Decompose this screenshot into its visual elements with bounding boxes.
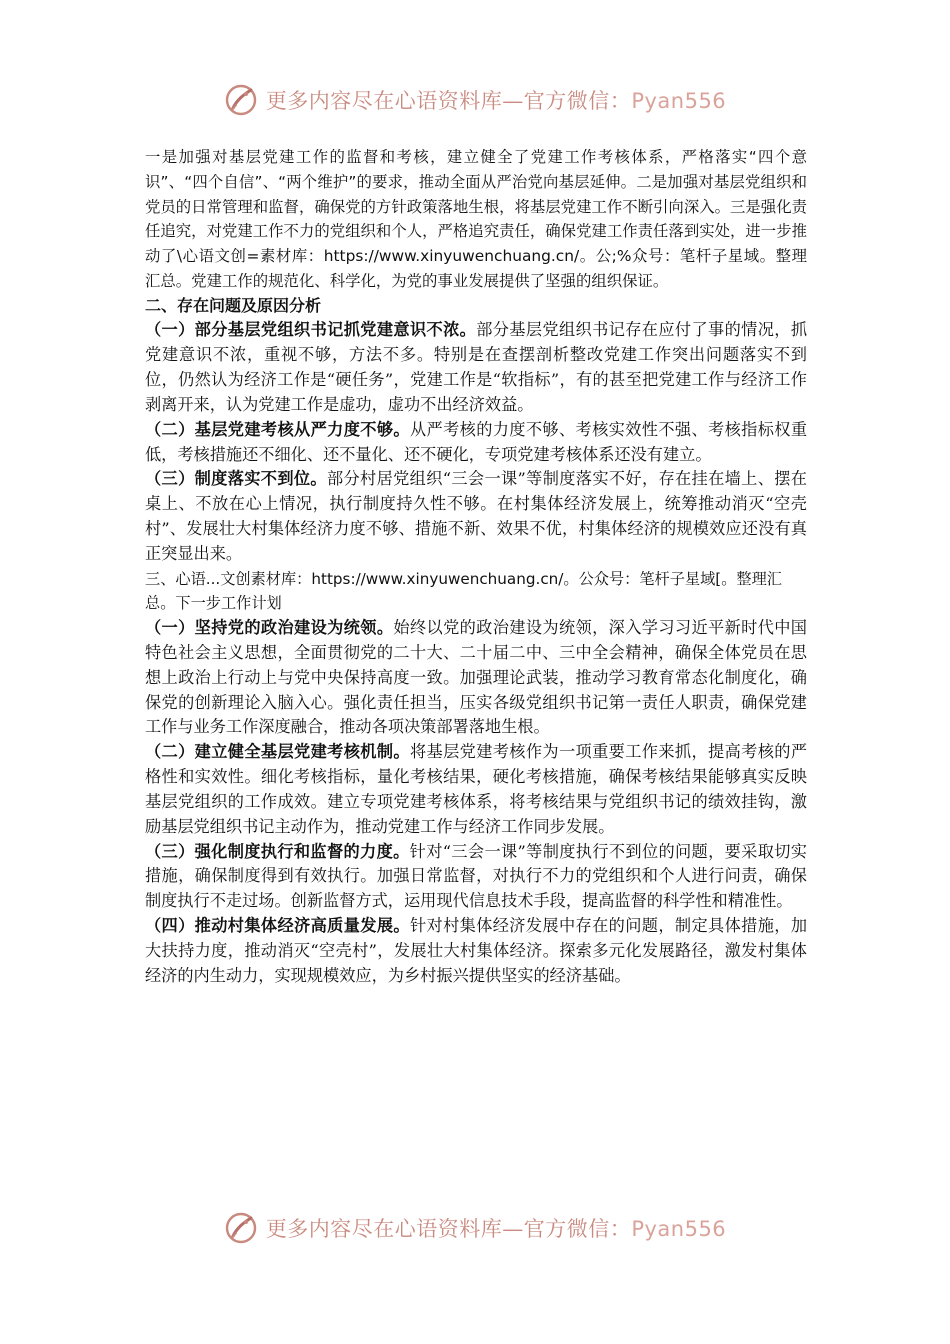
brush-logo-icon xyxy=(224,83,258,117)
problem-item-1: （一）部分基层党组织书记抓党建意识不浓。部分基层党组织书记存在应付了事的情况，抓党建意识不浓，重视不够，方法不多。特别是在查摆剖析整改党建工作突出问题落实不到位，仍然认为经济工作是“硬任务”，党建工作是“软指标”，有的甚至把党建工作与经济工作剥离开来，认为党建工作是虚功，虚功不出经济效益。 xyxy=(145,320,808,414)
watermark-text: 更多内容尽在心语资料库—官方微信：Pyan556 xyxy=(265,1217,727,1241)
watermark-header xyxy=(0,80,950,120)
plan-item-4: （四）推动村集体经济高质量发展。针对村集体经济发展中存在的问题，制定具体措施，加大扶持力度，推动消灭“空壳村”，发展壮大村集体经济。探索多元化发展路径，激发村集体经济的内生动力，实现规模效应，为乡村振兴提供坚实的经济基础。 xyxy=(145,916,808,985)
watermark-footer xyxy=(0,1208,950,1248)
problem-item-2: （二）基层党建考核从严力度不够。从严考核的力度不够、考核实效性不强、考核指标权重低，考核措施还不细化、还不量化、还不硬化，专项党建考核体系还没有建立。 xyxy=(145,419,808,464)
plan-item-2: （二）建立健全基层党建考核机制。将基层党建考核作为一项重要工作来抓，提高考核的严格性和实效性。细化考核指标，量化考核结果，硬化考核措施，确保考核结果能够真实反映基层党组织的工作成效。建立专项党建考核体系，将考核结果与党组织书记的绩效挂钩，激励基层党组织书记主动作为，推动党建工作与经济工作同步发展。 xyxy=(145,742,808,836)
plan-item-1: （一）坚持党的政治建设为统领。始终以党的政治建设为统领，深入学习习近平新时代中国特色社会主义思想，全面贯彻党的二十大、二十届二中、三中全会精神，确保全体党员在思想上政治上行动上与党中央保持高度一致。加强理论武装，推动学习教育常态化制度化，确保党的创新理论入脑入心。强化责任担当，压实各级党组织书记第一责任人职责，确保党建工作与业务工作深度融合，推动各项决策部署落地生根。 xyxy=(145,618,807,737)
plan-item-3: （三）强化制度执行和监督的力度。针对“三会一课”等制度执行不到位的问题，要采取切实措施，确保制度得到有效执行。加强日常监督，对执行不力的党组织和个人进行问责，确保制度执行不走过场。创新监督方式，运用现代信息技术手段，提高监督的科学性和精准性。 xyxy=(145,841,807,911)
document-body xyxy=(145,145,807,989)
problem-item-3: （三）制度落实不到位。部分村居党组织“三会一课”等制度落实不好，存在挂在墙上、摆在桌上、不放在心上情况，执行制度持久性不够。在村集体经济发展上，统筹推动消灭“空壳村”、发展壮大村集体经济力度不够、措施不新、效果不优，村集体经济的规模效应还没有真正突显出来。 xyxy=(145,469,807,563)
section-heading-plan: 三、心语...文创素材库：https://www.xinyuwenchuang.cn/。公众号：笔杆子星域[。整理汇总。下一步工作计划 xyxy=(145,569,782,613)
brush-logo-icon xyxy=(224,1211,258,1245)
intro-paragraph: 一是加强对基层党建工作的监督和考核，建立健全了党建工作考核体系，严格落实“四个意识”、“四个自信”、“两个维护”的要求，推动全面从严治党向基层延伸。二是加强对基层党组织和党员的日常管理和监督，确保党的方针政策落地生根，将基层党建工作不断引向深入。三是强化责任追究，对党建工作不力的党组织和个人，严格追究责任，确保党建工作责任落到实处，进一步推动了\心语文创=素材库：https://www.xinyuwenchuang.cn/。公;%众号：笔杆子星域。整理汇总。党建工作的规范化、科学化，为党的事业发展提供了坚强的组织保证。 xyxy=(145,148,807,290)
watermark-text: 更多内容尽在心语资料库—官方微信：Pyan556 xyxy=(265,89,727,113)
section-heading-problems: 二、存在问题及原因分析 xyxy=(145,295,322,315)
